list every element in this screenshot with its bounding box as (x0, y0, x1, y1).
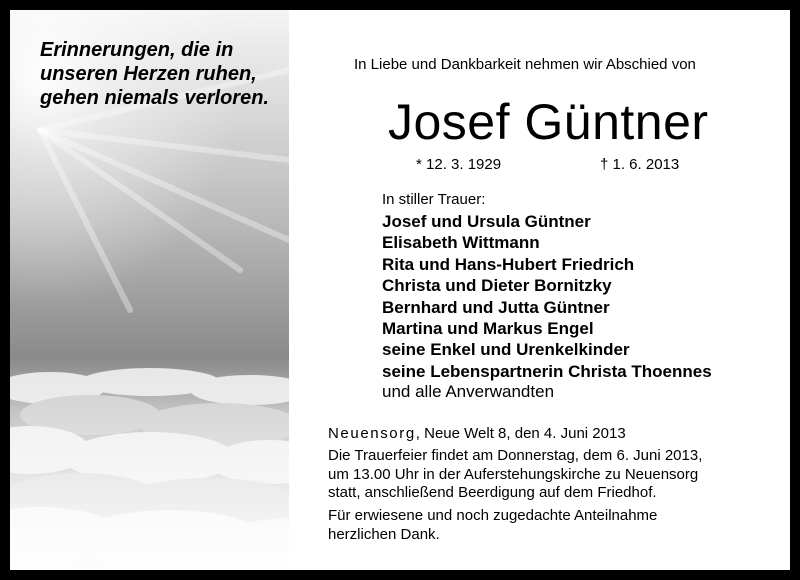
funeral-line: um 13.00 Uhr in der Auferstehungskirche zu Neuensorg (328, 465, 699, 483)
deceased-name: Josef Güntner (388, 94, 709, 150)
mourning-label: In stiller Trauer: (382, 191, 486, 208)
quote-line: unseren Herzen ruhen, (40, 63, 257, 85)
thanks-line: Für erwiesene und noch zugedachte Anteilnahme (328, 507, 658, 524)
mourners-list (382, 211, 712, 382)
funeral-line: Die Trauerfeier findet am Donnerstag, dem 6. Juni 2013, (328, 447, 703, 464)
quote (40, 38, 269, 110)
mourner: seine Lebenspartnerin Christa Thoennes (382, 361, 712, 381)
mourner: Christa und Dieter Bornitzky (382, 276, 612, 296)
mourner: Josef und Ursula Güntner (382, 212, 591, 231)
death-date: † 1. 6. 2013 (600, 156, 680, 173)
intro-text: In Liebe und Dankbarkeit nehmen wir Abschied von (354, 56, 696, 73)
place-town: Neuensorg (328, 425, 416, 442)
obituary-card (10, 10, 790, 570)
mourner: Martina und Markus Engel (382, 319, 594, 339)
closing-line: und alle Anverwandten (382, 382, 555, 401)
birth-date: * 12. 3. 1929 (416, 156, 502, 173)
place-date (328, 425, 626, 442)
thanks-line: herzlichen Dank. (328, 525, 440, 543)
mourner: Bernhard und Jutta Güntner (382, 297, 610, 317)
mourner: Rita und Hans-Hubert Friedrich (382, 254, 635, 274)
quote-line: gehen niemals verloren. (40, 87, 269, 109)
sky-clouds-photo (10, 10, 289, 570)
thanks-text (328, 507, 657, 544)
place-address-date: , Neue Welt 8, den 4. Juni 2013 (415, 425, 626, 442)
mourner: Elisabeth Wittmann (382, 233, 540, 253)
mourner: seine Enkel und Urenkelkinder (382, 340, 630, 360)
funeral-line: statt, anschließend Beerdigung auf dem Friedhof. (328, 484, 657, 502)
quote-line: Erinnerungen, die in (40, 39, 234, 61)
funeral-info (328, 447, 702, 503)
